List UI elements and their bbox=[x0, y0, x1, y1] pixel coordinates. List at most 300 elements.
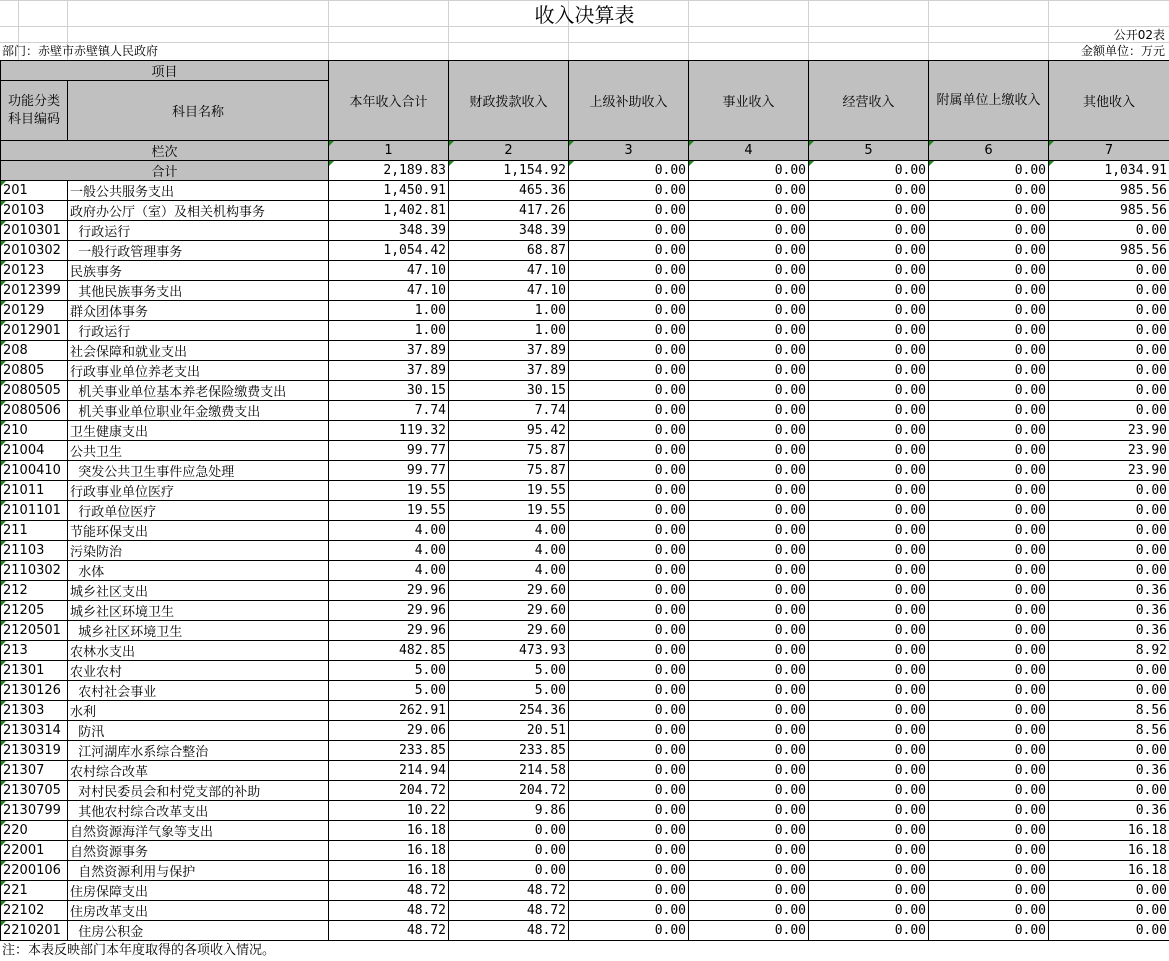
amount-cell: 23.90 bbox=[1049, 441, 1169, 461]
amount-cell: 0.00 bbox=[689, 341, 809, 361]
func-code-cell: 2130705 bbox=[1, 781, 68, 801]
amount-cell: 0.00 bbox=[809, 301, 929, 321]
amount-cell: 0.00 bbox=[929, 561, 1049, 581]
amount-cell: 0.00 bbox=[569, 761, 689, 781]
amount-cell: 0.00 bbox=[569, 701, 689, 721]
subject-name-cell: 农村综合改革 bbox=[68, 761, 329, 781]
header-subject-name: 科目名称 bbox=[68, 81, 329, 141]
amount-cell: 0.00 bbox=[809, 381, 929, 401]
subject-name-cell: 江河湖库水系综合整治 bbox=[68, 741, 329, 761]
amount-cell: 0.00 bbox=[689, 881, 809, 901]
amount-cell: 0.00 bbox=[449, 821, 569, 841]
amount-cell: 0.00 bbox=[809, 561, 929, 581]
amount-cell: 99.77 bbox=[329, 441, 449, 461]
total-value: 1,154.92 bbox=[449, 161, 569, 181]
amount-cell: 0.00 bbox=[569, 521, 689, 541]
amount-cell: 0.00 bbox=[569, 361, 689, 381]
subject-name-cell: 机关事业单位职业年金缴费支出 bbox=[68, 401, 329, 421]
amount-cell: 0.00 bbox=[929, 781, 1049, 801]
amount-cell: 5.00 bbox=[329, 661, 449, 681]
amount-cell: 0.00 bbox=[569, 821, 689, 841]
total-value: 0.00 bbox=[689, 161, 809, 181]
header-func-code: 功能分类科目编码 bbox=[1, 81, 68, 141]
amount-cell: 23.90 bbox=[1049, 461, 1169, 481]
func-code-cell: 20805 bbox=[1, 361, 68, 381]
amount-cell: 0.00 bbox=[449, 861, 569, 881]
amount-cell: 29.96 bbox=[329, 581, 449, 601]
amount-cell: 482.85 bbox=[329, 641, 449, 661]
amount-cell: 0.00 bbox=[929, 541, 1049, 561]
amount-cell: 0.00 bbox=[569, 881, 689, 901]
amount-cell: 29.60 bbox=[449, 581, 569, 601]
report-title: 收入决算表 bbox=[534, 3, 635, 27]
amount-cell: 0.00 bbox=[809, 861, 929, 881]
subject-name-cell: 突发公共卫生事件应急处理 bbox=[68, 461, 329, 481]
amount-cell: 0.00 bbox=[689, 761, 809, 781]
table-row bbox=[1, 801, 1169, 821]
amount-cell: 0.00 bbox=[809, 601, 929, 621]
amount-cell: 0.00 bbox=[569, 281, 689, 301]
amount-cell: 0.00 bbox=[689, 661, 809, 681]
amount-cell: 0.00 bbox=[1049, 901, 1169, 921]
subject-name-cell: 住房公积金 bbox=[68, 921, 329, 941]
amount-cell: 1.00 bbox=[329, 321, 449, 341]
subject-name-cell: 卫生健康支出 bbox=[68, 421, 329, 441]
subject-name-cell: 自然资源海洋气象等支出 bbox=[68, 821, 329, 841]
amount-cell: 0.36 bbox=[1049, 621, 1169, 641]
amount-cell: 0.00 bbox=[809, 801, 929, 821]
amount-cell: 0.00 bbox=[1049, 501, 1169, 521]
amount-cell: 0.00 bbox=[809, 521, 929, 541]
amount-cell: 0.00 bbox=[809, 701, 929, 721]
amount-cell: 0.00 bbox=[929, 621, 1049, 641]
subject-name-cell: 自然资源事务 bbox=[68, 841, 329, 861]
column-number: 3 bbox=[569, 141, 689, 161]
table-row bbox=[1, 601, 1169, 621]
func-code-cell: 21103 bbox=[1, 541, 68, 561]
amount-cell: 0.00 bbox=[689, 361, 809, 381]
amount-cell: 0.00 bbox=[929, 481, 1049, 501]
income-table bbox=[0, 60, 1169, 941]
unit-label: 金额单位：万元 bbox=[1080, 44, 1165, 58]
amount-cell: 0.00 bbox=[689, 521, 809, 541]
table-row bbox=[1, 261, 1169, 281]
amount-cell: 417.26 bbox=[449, 201, 569, 221]
amount-cell: 0.00 bbox=[809, 281, 929, 301]
amount-cell: 0.00 bbox=[809, 761, 929, 781]
amount-cell: 37.89 bbox=[329, 361, 449, 381]
amount-cell: 75.87 bbox=[449, 441, 569, 461]
amount-cell: 0.00 bbox=[1049, 381, 1169, 401]
amount-cell: 0.00 bbox=[569, 801, 689, 821]
amount-cell: 4.00 bbox=[329, 541, 449, 561]
table-row bbox=[1, 841, 1169, 861]
amount-cell: 99.77 bbox=[329, 461, 449, 481]
subject-name-cell: 水体 bbox=[68, 561, 329, 581]
amount-cell: 48.72 bbox=[329, 901, 449, 921]
amount-cell: 0.00 bbox=[929, 861, 1049, 881]
amount-cell: 0.00 bbox=[1049, 881, 1169, 901]
amount-cell: 0.00 bbox=[689, 481, 809, 501]
table-row bbox=[1, 541, 1169, 561]
amount-cell: 0.00 bbox=[809, 641, 929, 661]
subject-name-cell: 对村民委员会和村党支部的补助 bbox=[68, 781, 329, 801]
amount-cell: 0.00 bbox=[929, 521, 1049, 541]
table-row bbox=[1, 401, 1169, 421]
func-code-cell: 2101101 bbox=[1, 501, 68, 521]
func-code-cell: 212 bbox=[1, 581, 68, 601]
func-code-cell: 2130314 bbox=[1, 721, 68, 741]
amount-cell: 0.00 bbox=[809, 481, 929, 501]
amount-cell: 0.00 bbox=[569, 301, 689, 321]
amount-cell: 16.18 bbox=[1049, 841, 1169, 861]
amount-cell: 0.00 bbox=[569, 541, 689, 561]
amount-cell: 75.87 bbox=[449, 461, 569, 481]
func-code-cell: 2080506 bbox=[1, 401, 68, 421]
amount-cell: 0.00 bbox=[569, 341, 689, 361]
amount-cell: 0.00 bbox=[1049, 921, 1169, 941]
subject-name-cell: 一般行政管理事务 bbox=[68, 241, 329, 261]
func-code-cell: 2010301 bbox=[1, 221, 68, 241]
amount-cell: 0.00 bbox=[569, 901, 689, 921]
amount-cell: 37.89 bbox=[449, 361, 569, 381]
header-superior-subsidy: 上级补助收入 bbox=[569, 61, 689, 141]
amount-cell: 0.00 bbox=[569, 441, 689, 461]
amount-cell: 0.00 bbox=[929, 841, 1049, 861]
subject-name-cell: 机关事业单位基本养老保险缴费支出 bbox=[68, 381, 329, 401]
func-code-cell: 220 bbox=[1, 821, 68, 841]
amount-cell: 0.00 bbox=[689, 401, 809, 421]
amount-cell: 0.00 bbox=[1049, 521, 1169, 541]
amount-cell: 29.60 bbox=[449, 601, 569, 621]
amount-cell: 0.00 bbox=[929, 601, 1049, 621]
subject-name-cell: 民族事务 bbox=[68, 261, 329, 281]
func-code-cell: 201 bbox=[1, 181, 68, 201]
amount-cell: 0.00 bbox=[929, 921, 1049, 941]
amount-cell: 4.00 bbox=[329, 521, 449, 541]
func-code-cell: 2130126 bbox=[1, 681, 68, 701]
amount-cell: 0.00 bbox=[569, 601, 689, 621]
amount-cell: 47.10 bbox=[449, 281, 569, 301]
amount-cell: 16.18 bbox=[1049, 861, 1169, 881]
amount-cell: 214.94 bbox=[329, 761, 449, 781]
department-label: 部门：赤壁市赤壁镇人民政府 bbox=[2, 44, 159, 58]
func-code-cell: 21303 bbox=[1, 701, 68, 721]
table-row bbox=[1, 321, 1169, 341]
amount-cell: 0.00 bbox=[809, 221, 929, 241]
amount-cell: 0.36 bbox=[1049, 601, 1169, 621]
subject-name-cell: 行政运行 bbox=[68, 221, 329, 241]
func-code-cell: 2010302 bbox=[1, 241, 68, 261]
amount-cell: 0.00 bbox=[809, 541, 929, 561]
amount-cell: 0.00 bbox=[1049, 281, 1169, 301]
amount-cell: 9.86 bbox=[449, 801, 569, 821]
amount-cell: 0.00 bbox=[809, 441, 929, 461]
amount-cell: 0.00 bbox=[689, 601, 809, 621]
amount-cell: 233.85 bbox=[449, 741, 569, 761]
column-number-row bbox=[1, 141, 1169, 161]
func-code-cell: 22102 bbox=[1, 901, 68, 921]
amount-cell: 47.10 bbox=[449, 261, 569, 281]
amount-cell: 0.00 bbox=[689, 581, 809, 601]
subject-name-cell: 农村社会事业 bbox=[68, 681, 329, 701]
amount-cell: 0.00 bbox=[809, 581, 929, 601]
amount-cell: 8.92 bbox=[1049, 641, 1169, 661]
subject-name-cell: 行政单位医疗 bbox=[68, 501, 329, 521]
header-business-income: 事业收入 bbox=[689, 61, 809, 141]
amount-cell: 0.00 bbox=[569, 181, 689, 201]
table-row bbox=[1, 821, 1169, 841]
table-row bbox=[1, 421, 1169, 441]
amount-cell: 0.00 bbox=[569, 861, 689, 881]
amount-cell: 0.00 bbox=[569, 781, 689, 801]
amount-cell: 0.00 bbox=[689, 441, 809, 461]
amount-cell: 0.00 bbox=[569, 321, 689, 341]
amount-cell: 0.00 bbox=[809, 241, 929, 261]
func-code-cell: 21205 bbox=[1, 601, 68, 621]
amount-cell: 0.00 bbox=[809, 361, 929, 381]
amount-cell: 0.00 bbox=[569, 921, 689, 941]
amount-cell: 0.00 bbox=[689, 241, 809, 261]
amount-cell: 0.00 bbox=[689, 721, 809, 741]
amount-cell: 0.00 bbox=[569, 381, 689, 401]
column-number: 4 bbox=[689, 141, 809, 161]
subject-name-cell: 城乡社区支出 bbox=[68, 581, 329, 601]
table-row bbox=[1, 481, 1169, 501]
amount-cell: 4.00 bbox=[449, 561, 569, 581]
amount-cell: 0.00 bbox=[929, 301, 1049, 321]
amount-cell: 29.96 bbox=[329, 601, 449, 621]
amount-cell: 0.00 bbox=[809, 661, 929, 681]
amount-cell: 68.87 bbox=[449, 241, 569, 261]
amount-cell: 48.72 bbox=[329, 921, 449, 941]
amount-cell: 47.10 bbox=[329, 281, 449, 301]
header-project: 项目 bbox=[1, 61, 329, 81]
amount-cell: 0.00 bbox=[929, 401, 1049, 421]
header-operating-income: 经营收入 bbox=[809, 61, 929, 141]
amount-cell: 0.00 bbox=[929, 801, 1049, 821]
amount-cell: 0.00 bbox=[809, 461, 929, 481]
table-row bbox=[1, 341, 1169, 361]
amount-cell: 0.00 bbox=[689, 561, 809, 581]
func-code-cell: 21004 bbox=[1, 441, 68, 461]
amount-cell: 7.74 bbox=[329, 401, 449, 421]
amount-cell: 0.00 bbox=[1049, 681, 1169, 701]
amount-cell: 0.00 bbox=[569, 581, 689, 601]
column-number: 2 bbox=[449, 141, 569, 161]
amount-cell: 0.00 bbox=[929, 701, 1049, 721]
amount-cell: 0.00 bbox=[569, 401, 689, 421]
amount-cell: 214.58 bbox=[449, 761, 569, 781]
amount-cell: 0.00 bbox=[689, 841, 809, 861]
amount-cell: 0.00 bbox=[929, 881, 1049, 901]
amount-cell: 0.00 bbox=[1049, 341, 1169, 361]
amount-cell: 0.00 bbox=[1049, 321, 1169, 341]
column-number-label: 栏次 bbox=[1, 141, 329, 161]
total-value: 1,034.91 bbox=[1049, 161, 1169, 181]
amount-cell: 0.00 bbox=[1049, 541, 1169, 561]
amount-cell: 0.00 bbox=[929, 341, 1049, 361]
table-row bbox=[1, 221, 1169, 241]
amount-cell: 0.00 bbox=[689, 201, 809, 221]
column-number: 6 bbox=[929, 141, 1049, 161]
amount-cell: 16.18 bbox=[329, 841, 449, 861]
table-row bbox=[1, 501, 1169, 521]
header-fiscal-income: 财政拨款收入 bbox=[449, 61, 569, 141]
amount-cell: 0.00 bbox=[929, 241, 1049, 261]
amount-cell: 0.00 bbox=[929, 281, 1049, 301]
amount-cell: 0.00 bbox=[689, 741, 809, 761]
amount-cell: 0.00 bbox=[569, 681, 689, 701]
amount-cell: 0.00 bbox=[809, 881, 929, 901]
amount-cell: 37.89 bbox=[449, 341, 569, 361]
amount-cell: 19.55 bbox=[329, 501, 449, 521]
amount-cell: 0.00 bbox=[929, 381, 1049, 401]
subject-name-cell: 行政运行 bbox=[68, 321, 329, 341]
amount-cell: 0.00 bbox=[809, 401, 929, 421]
amount-cell: 0.00 bbox=[1049, 781, 1169, 801]
func-code-cell: 2120501 bbox=[1, 621, 68, 641]
amount-cell: 0.00 bbox=[689, 221, 809, 241]
func-code-cell: 213 bbox=[1, 641, 68, 661]
amount-cell: 5.00 bbox=[329, 681, 449, 701]
amount-cell: 0.00 bbox=[569, 661, 689, 681]
amount-cell: 254.36 bbox=[449, 701, 569, 721]
amount-cell: 30.15 bbox=[329, 381, 449, 401]
subject-name-cell: 其他民族事务支出 bbox=[68, 281, 329, 301]
amount-cell: 0.00 bbox=[689, 421, 809, 441]
amount-cell: 0.00 bbox=[809, 841, 929, 861]
table-row bbox=[1, 921, 1169, 941]
table-row bbox=[1, 701, 1169, 721]
amount-cell: 0.00 bbox=[809, 261, 929, 281]
amount-cell: 473.93 bbox=[449, 641, 569, 661]
subject-name-cell: 城乡社区环境卫生 bbox=[68, 601, 329, 621]
amount-cell: 29.60 bbox=[449, 621, 569, 641]
amount-cell: 1.00 bbox=[329, 301, 449, 321]
amount-cell: 0.00 bbox=[929, 501, 1049, 521]
func-code-cell: 20129 bbox=[1, 301, 68, 321]
amount-cell: 16.18 bbox=[329, 821, 449, 841]
func-code-cell: 2110302 bbox=[1, 561, 68, 581]
amount-cell: 0.00 bbox=[569, 501, 689, 521]
func-code-cell: 20103 bbox=[1, 201, 68, 221]
amount-cell: 0.00 bbox=[929, 201, 1049, 221]
table-row bbox=[1, 461, 1169, 481]
table-row bbox=[1, 441, 1169, 461]
amount-cell: 0.00 bbox=[929, 321, 1049, 341]
amount-cell: 0.00 bbox=[1049, 261, 1169, 281]
func-code-cell: 21301 bbox=[1, 661, 68, 681]
amount-cell: 0.00 bbox=[809, 741, 929, 761]
amount-cell: 29.96 bbox=[329, 621, 449, 641]
subject-name-cell: 其他农村综合改革支出 bbox=[68, 801, 329, 821]
table-row bbox=[1, 361, 1169, 381]
amount-cell: 29.06 bbox=[329, 721, 449, 741]
func-code-cell: 21011 bbox=[1, 481, 68, 501]
amount-cell: 0.00 bbox=[929, 681, 1049, 701]
amount-cell: 1,054.42 bbox=[329, 241, 449, 261]
subject-name-cell: 政府办公厅（室）及相关机构事务 bbox=[68, 201, 329, 221]
amount-cell: 0.00 bbox=[809, 621, 929, 641]
amount-cell: 19.55 bbox=[329, 481, 449, 501]
subject-name-cell: 农业农村 bbox=[68, 661, 329, 681]
amount-cell: 20.51 bbox=[449, 721, 569, 741]
amount-cell: 0.00 bbox=[809, 721, 929, 741]
amount-cell: 0.00 bbox=[689, 641, 809, 661]
func-code-cell: 208 bbox=[1, 341, 68, 361]
column-number: 5 bbox=[809, 141, 929, 161]
total-value: 0.00 bbox=[809, 161, 929, 181]
amount-cell: 0.00 bbox=[809, 181, 929, 201]
amount-cell: 48.72 bbox=[449, 901, 569, 921]
func-code-cell: 2200106 bbox=[1, 861, 68, 881]
func-code-cell: 22001 bbox=[1, 841, 68, 861]
table-row bbox=[1, 241, 1169, 261]
amount-cell: 0.00 bbox=[929, 581, 1049, 601]
subject-name-cell: 社会保障和就业支出 bbox=[68, 341, 329, 361]
footnote: 注：本表反映部门本年度取得的各项收入情况。 bbox=[2, 943, 276, 958]
total-value: 0.00 bbox=[929, 161, 1049, 181]
table-row bbox=[1, 181, 1169, 201]
amount-cell: 0.00 bbox=[569, 221, 689, 241]
amount-cell: 0.00 bbox=[929, 821, 1049, 841]
subject-name-cell: 住房保障支出 bbox=[68, 881, 329, 901]
subject-name-cell: 一般公共服务支出 bbox=[68, 181, 329, 201]
amount-cell: 16.18 bbox=[329, 861, 449, 881]
table-row bbox=[1, 901, 1169, 921]
amount-cell: 0.00 bbox=[689, 921, 809, 941]
amount-cell: 233.85 bbox=[329, 741, 449, 761]
amount-cell: 348.39 bbox=[329, 221, 449, 241]
amount-cell: 0.00 bbox=[929, 721, 1049, 741]
func-code-cell: 2210201 bbox=[1, 921, 68, 941]
amount-cell: 0.00 bbox=[929, 181, 1049, 201]
amount-cell: 0.00 bbox=[809, 781, 929, 801]
total-value: 0.00 bbox=[569, 161, 689, 181]
amount-cell: 348.39 bbox=[449, 221, 569, 241]
amount-cell: 0.00 bbox=[1049, 481, 1169, 501]
amount-cell: 0.00 bbox=[449, 841, 569, 861]
amount-cell: 0.00 bbox=[1049, 301, 1169, 321]
amount-cell: 0.00 bbox=[809, 501, 929, 521]
amount-cell: 0.00 bbox=[809, 681, 929, 701]
amount-cell: 0.00 bbox=[1049, 741, 1169, 761]
amount-cell: 1.00 bbox=[449, 301, 569, 321]
amount-cell: 0.00 bbox=[689, 461, 809, 481]
header-other-income: 其他收入 bbox=[1049, 61, 1169, 141]
amount-cell: 0.00 bbox=[809, 421, 929, 441]
amount-cell: 1.00 bbox=[449, 321, 569, 341]
amount-cell: 0.00 bbox=[689, 681, 809, 701]
table-row bbox=[1, 301, 1169, 321]
amount-cell: 95.42 bbox=[449, 421, 569, 441]
amount-cell: 0.00 bbox=[1049, 221, 1169, 241]
amount-cell: 4.00 bbox=[449, 541, 569, 561]
amount-cell: 0.36 bbox=[1049, 581, 1169, 601]
amount-cell: 10.22 bbox=[329, 801, 449, 821]
amount-cell: 48.72 bbox=[329, 881, 449, 901]
subject-name-cell: 自然资源利用与保护 bbox=[68, 861, 329, 881]
amount-cell: 0.00 bbox=[689, 181, 809, 201]
amount-cell: 4.00 bbox=[329, 561, 449, 581]
amount-cell: 23.90 bbox=[1049, 421, 1169, 441]
subject-name-cell: 住房改革支出 bbox=[68, 901, 329, 921]
amount-cell: 985.56 bbox=[1049, 181, 1169, 201]
func-code-cell: 2100410 bbox=[1, 461, 68, 481]
table-row bbox=[1, 861, 1169, 881]
func-code-cell: 2130319 bbox=[1, 741, 68, 761]
